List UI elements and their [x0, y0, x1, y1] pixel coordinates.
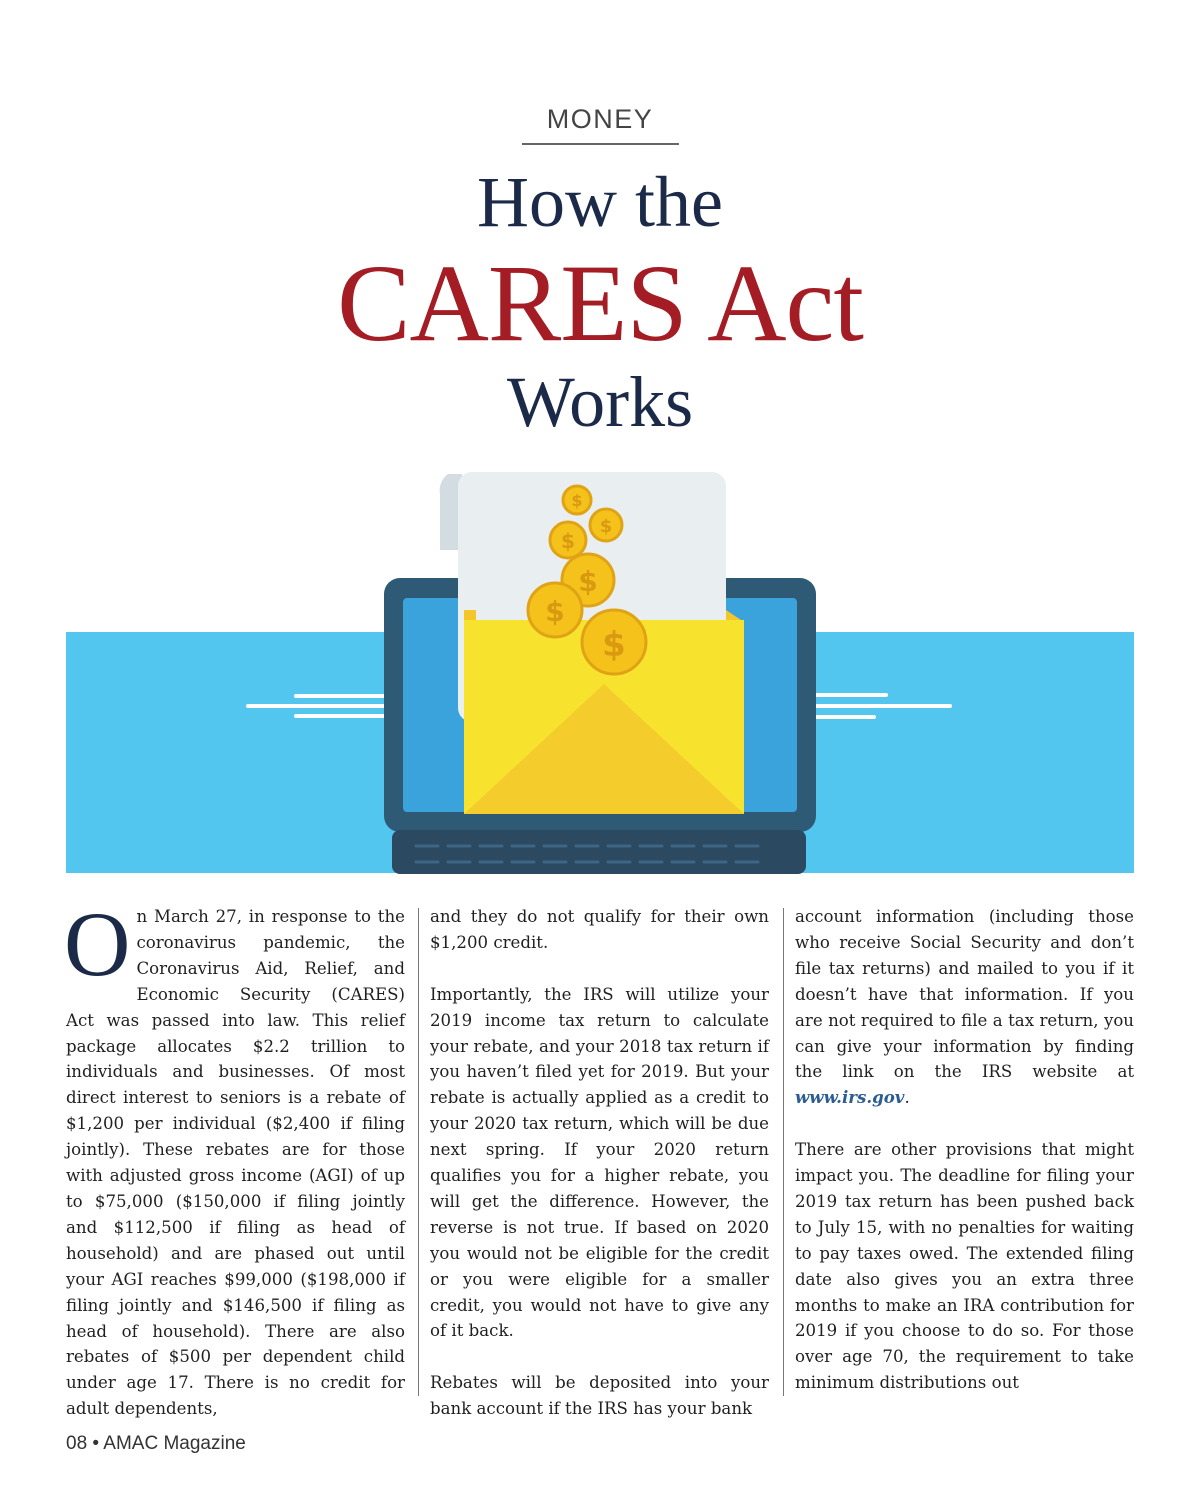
article-paragraph: [64, 893, 405, 1422]
section-rule: [522, 143, 679, 145]
paragraph-text: .: [904, 1088, 910, 1108]
laptop-envelope-coins-illustration: [66, 470, 1134, 874]
coin-icon: $: [578, 565, 598, 598]
paragraph-text: n March 27, in response to the coronavirus pandemic, the Coronavirus Aid, Relief, and Economic Security (CARES) Act was passed into law. This relief package allocates $2.2 trillion to individuals and businesses. Of most direct interest to seniors is a rebate of $1,200 per individual ($2,400 if filing jointly). These rebates are for those with adjusted gross income (AGI) of up to $75,000 ($150,000 if filing jointly and $112,500 if filing as head of household) and are phased out until your AGI reaches $99,000 ($198,000 if filing jointly and $146,500 if filing as head of household). There are also rebates of $500 per dependent child under age 17. There is no credit for adult dependents,: [66, 907, 405, 1419]
title-line-1: How the: [477, 162, 723, 242]
coin-icon: $: [599, 516, 613, 537]
coin-icon: $: [571, 491, 583, 510]
article-paragraph: Rebates will be deposited into your bank account if the IRS has your bank: [430, 1373, 769, 1419]
coin-icon: $: [561, 529, 575, 553]
article-column-2: [430, 904, 769, 1419]
drop-cap: O: [64, 893, 131, 995]
page-footer: 08 • AMAC Magazine: [66, 1433, 246, 1454]
coin-icon: $: [602, 625, 626, 665]
irs-website-link[interactable]: www.irs.gov: [795, 1087, 905, 1108]
title-line-2: CARES Act: [337, 242, 863, 364]
paragraph-text: account information (including those who receive Social Security and don’t file tax returns) and mailed to you if it doesn’t have that information. If you are not required to file a tax return, you can give your information by finding the link on the IRS website at: [795, 907, 1134, 1082]
article-body: [64, 893, 1134, 1419]
article-paragraph: [795, 904, 1134, 1111]
title-line-3: Works: [506, 362, 694, 442]
article-paragraph: Importantly, the IRS will utilize your 2019 income tax return to calculate your rebate, and your 2018 tax return if you haven’t filed yet for 2019. But your rebate is actually applied as a credit to your 2020 tax return, which will be due next spring. If your 2020 return qualifies you for a higher rebate, you will get the difference. However, the reverse is not true. If based on 2020 you would not be eligible for the credit or you were eligible for a smaller credit, you would not have to give any of it back.: [430, 984, 769, 1341]
column-divider: [418, 908, 419, 1396]
column-divider: [783, 908, 784, 1396]
article-paragraph: and they do not qualify for their own $1,200 credit.: [430, 907, 769, 952]
coin-icon: $: [545, 595, 565, 628]
article-column-3: [795, 904, 1134, 1398]
section-label: MONEY: [546, 104, 654, 134]
article-paragraph: There are other provisions that might impact you. The deadline for filing your 2019 tax return has been pushed back to July 15, with no penalties for waiting to pay taxes owed. The extended filing date also gives you an extra three months to make an IRA contribution for 2019 if you choose to do so. For those over age 70, the requirement to take minimum distributions out: [795, 1140, 1134, 1393]
article-column-1: [64, 893, 405, 1419]
